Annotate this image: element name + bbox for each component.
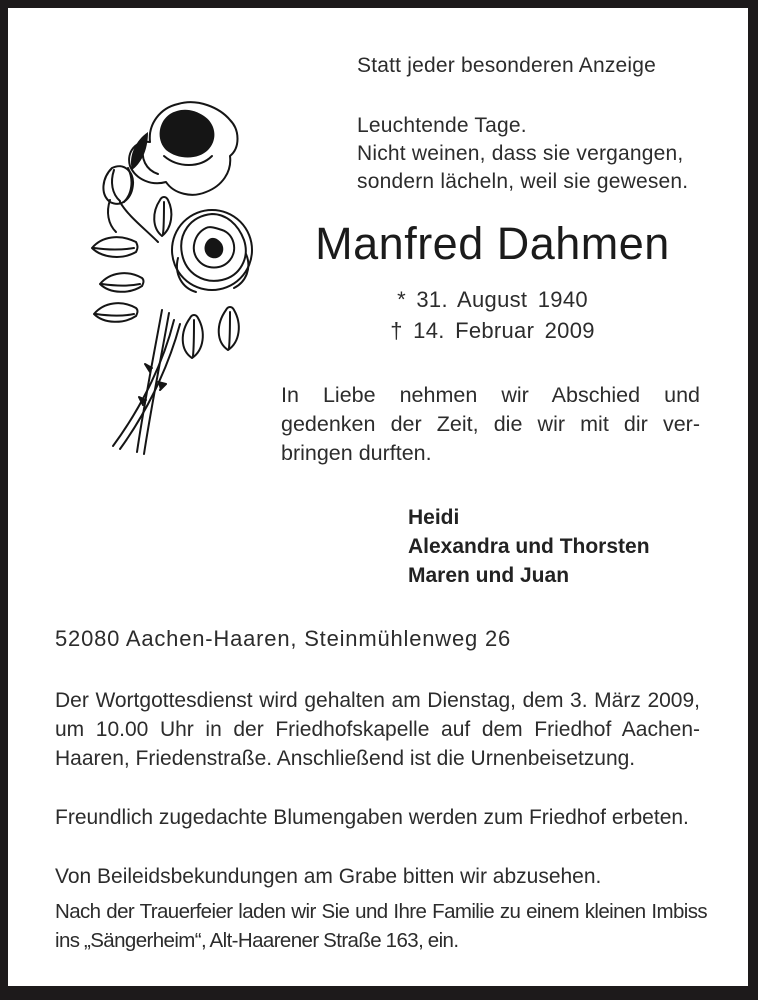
poem-line: Leuchtende Tage.: [357, 114, 527, 137]
service-paragraph: Der Wortgottesdienst wird gehalten am Dienstag, dem 3. März 2009, um 10.00 Uhr in der Friedhofskapelle auf dem Friedhof Aachen-Haaren, Friedenstraße. Anschließend ist die Urnenbeisetzung.: [55, 689, 700, 770]
address-line: 52080 Aachen-Haaren, Steinmühlenweg 26: [55, 626, 512, 651]
mourner-line: Heidi: [408, 506, 460, 529]
obituary-paper: [8, 8, 748, 986]
deceased-name: Manfred Dahmen: [315, 218, 670, 269]
condolences-paragraph: Von Beileidsbekundungen am Grabe bitten wir abzusehen.: [55, 865, 602, 888]
intro-line: Statt jeder besonderen Anzeige: [357, 54, 657, 77]
birth-date: * 31. August 1940: [397, 287, 588, 312]
poem-block: [357, 112, 688, 196]
rose-illustration: [40, 80, 280, 464]
death-date: † 14. Februar 2009: [390, 318, 595, 343]
flowers-paragraph: Freundlich zugedachte Blumengaben werden zum Friedhof erbeten.: [55, 806, 689, 829]
reception-paragraph: Nach der Trauerfeier laden wir Sie und Ihre Familie zu einem kleinen Imbiss ins „Sängerheim“, Alt-Haarener Straße 163, ein.: [55, 900, 707, 952]
poem-line: sondern lächeln, weil sie gewesen.: [357, 170, 689, 193]
life-dates: [283, 284, 702, 346]
mourner-line: Maren und Juan: [408, 564, 570, 587]
mourner-line: Alexandra und Thorsten: [408, 535, 650, 558]
poem-line: Nicht weinen, dass sie vergangen,: [357, 142, 684, 165]
mourners-block: [408, 503, 650, 590]
farewell-paragraph: In Liebe nehmen wir Abschied und gedenken der Zeit, die wir mit dir verbringen durften.: [281, 383, 700, 465]
